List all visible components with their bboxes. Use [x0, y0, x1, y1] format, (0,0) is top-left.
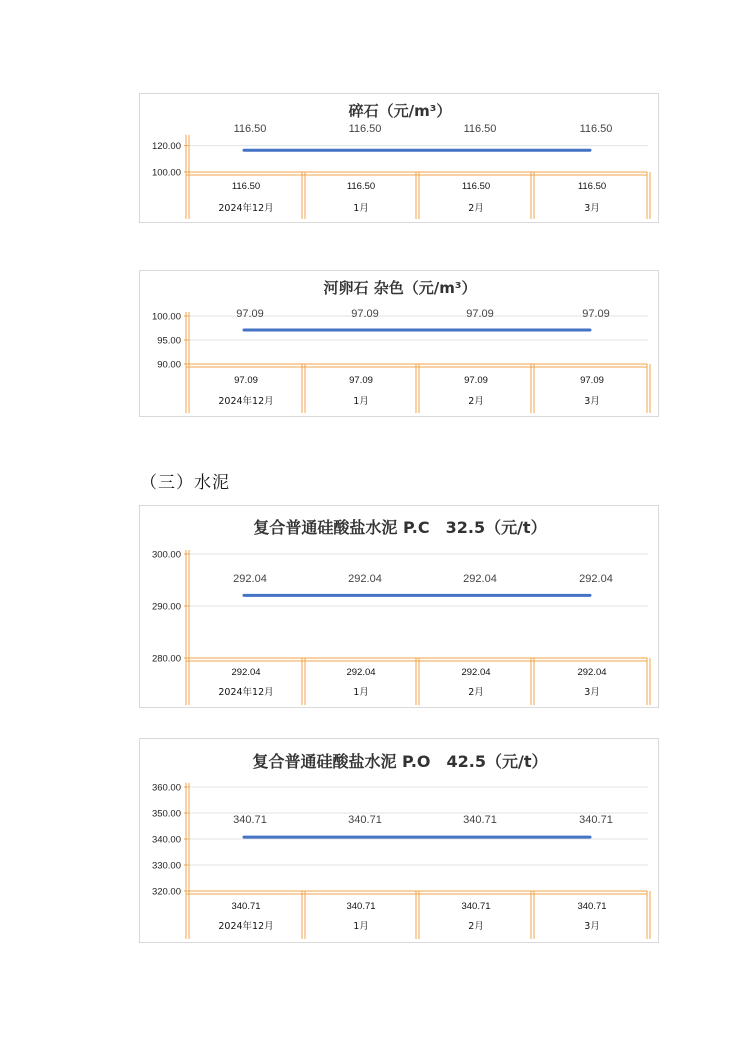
data-label: 97.09 — [582, 308, 610, 320]
data-label: 97.09 — [351, 308, 379, 320]
category-label: 2月 — [468, 203, 484, 214]
table-value: 340.71 — [346, 901, 376, 912]
data-label: 340.71 — [348, 814, 382, 826]
category-label: 3月 — [584, 203, 600, 214]
table-value: 116.50 — [231, 181, 261, 192]
category-label: 2月 — [468, 921, 484, 932]
chart-svg — [140, 94, 660, 224]
y-tick-label: 95.00 — [157, 335, 181, 347]
table-value: 116.50 — [346, 181, 376, 192]
category-label: 3月 — [584, 687, 600, 698]
y-tick-label: 350.00 — [151, 808, 181, 820]
table-value: 97.09 — [234, 375, 258, 386]
table-value: 340.71 — [231, 901, 261, 912]
chart-svg — [140, 271, 660, 418]
table-value: 116.50 — [461, 181, 491, 192]
y-tick-label: 120.00 — [151, 141, 181, 153]
table-value: 97.09 — [580, 375, 604, 386]
data-label: 292.04 — [233, 573, 267, 585]
category-label: 3月 — [584, 396, 600, 407]
table-value: 292.04 — [577, 667, 607, 678]
section-heading: （三）水泥 — [140, 473, 230, 493]
category-label: 1月 — [353, 203, 369, 214]
y-tick-label: 340.00 — [151, 834, 181, 846]
chart-title: 碎石（元/m³） — [348, 102, 452, 120]
y-tick-label: 320.00 — [151, 886, 181, 898]
category-label: 1月 — [353, 687, 369, 698]
chart-title: 复合普通硅酸盐水泥 P.C 32.5（元/t） — [253, 518, 547, 537]
table-value: 292.04 — [461, 667, 491, 678]
category-label: 2024年12月 — [218, 687, 274, 698]
data-label: 340.71 — [579, 814, 613, 826]
data-label: 116.50 — [579, 123, 613, 135]
table-value: 292.04 — [231, 667, 261, 678]
chart-title: 河卵石 杂色（元/m³） — [323, 279, 477, 297]
category-label: 3月 — [584, 921, 600, 932]
y-tick-label: 330.00 — [151, 860, 181, 872]
table-value: 340.71 — [577, 901, 607, 912]
chart-svg — [140, 739, 660, 944]
category-label: 1月 — [353, 396, 369, 407]
data-label: 116.50 — [233, 123, 267, 135]
category-label: 2月 — [468, 396, 484, 407]
data-label: 292.04 — [348, 573, 382, 585]
data-label: 97.09 — [236, 308, 264, 320]
category-label: 2月 — [468, 687, 484, 698]
y-tick-label: 100.00 — [151, 311, 181, 323]
y-tick-label: 290.00 — [151, 601, 181, 613]
chart-svg — [140, 506, 660, 709]
chart-title: 复合普通硅酸盐水泥 P.O 42.5（元/t） — [252, 752, 548, 771]
table-value: 116.50 — [577, 181, 607, 192]
chart-river-pebble — [139, 270, 659, 417]
y-tick-label: 300.00 — [151, 549, 181, 561]
table-value: 340.71 — [461, 901, 491, 912]
table-value: 292.04 — [346, 667, 376, 678]
data-label: 292.04 — [579, 573, 613, 585]
table-value: 97.09 — [464, 375, 488, 386]
category-label: 1月 — [353, 921, 369, 932]
chart-cement-po425 — [139, 738, 659, 943]
y-tick-label: 360.00 — [151, 782, 181, 794]
y-tick-label: 100.00 — [151, 167, 181, 179]
table-value: 97.09 — [349, 375, 373, 386]
data-label: 97.09 — [466, 308, 494, 320]
y-tick-label: 280.00 — [151, 653, 181, 665]
y-tick-label: 90.00 — [157, 359, 181, 371]
category-label: 2024年12月 — [218, 921, 274, 932]
chart-cement-pc325 — [139, 505, 659, 708]
data-label: 340.71 — [233, 814, 267, 826]
chart-crushed-stone — [139, 93, 659, 223]
data-label: 116.50 — [463, 123, 497, 135]
category-label: 2024年12月 — [218, 396, 274, 407]
data-label: 292.04 — [463, 573, 497, 585]
data-label: 340.71 — [463, 814, 497, 826]
category-label: 2024年12月 — [218, 203, 274, 214]
data-label: 116.50 — [348, 123, 382, 135]
